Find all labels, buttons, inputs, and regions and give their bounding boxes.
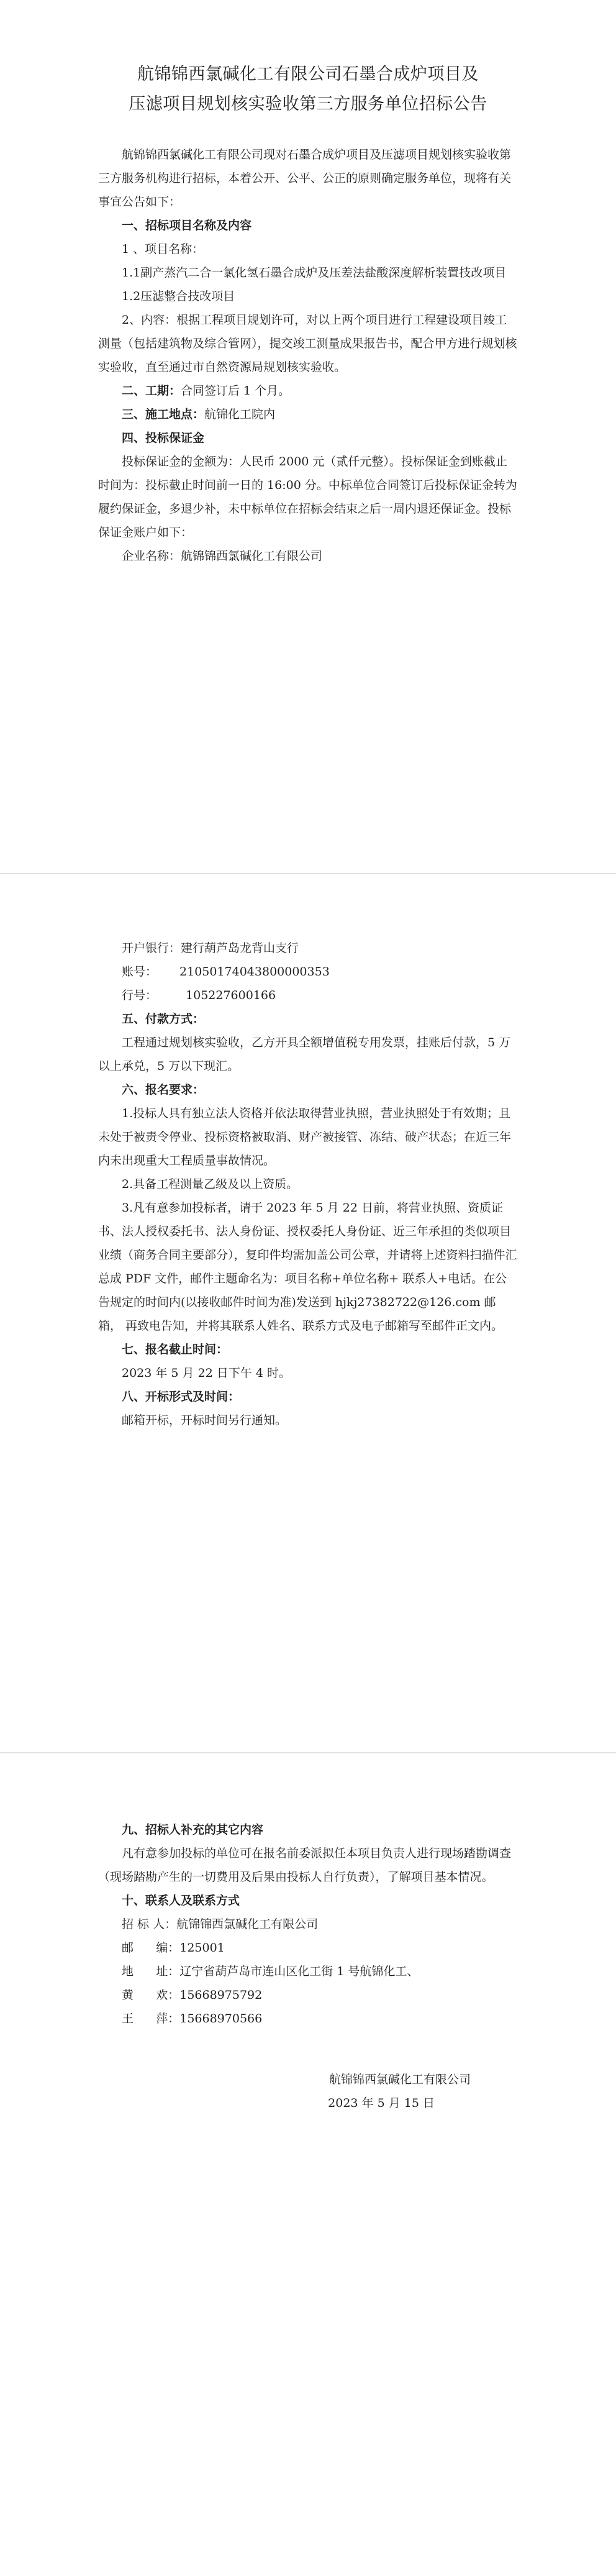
section-6-item-1: 1.投标人具有独立法人资格并依法取得营业执照，营业执照处于有效期；且未处于被责令停业、投标资格被取消、财产被接管、冻结、破产状态；在近三年内未出现重大工程质量事故情况。 <box>98 1107 512 1167</box>
contact-zip-value: 125001 <box>179 1941 225 1955</box>
section-6-item-3: 3.凡有意参加投标者，请于 2023 年 5 月 22 日前，将营业执照、资质证书、法人授权委托书、法人身份证、授权委托人身份证、近三年承担的类似项目业绩（商务合同主要部分），复印件均需加盖公司公章，并请将上述资料扫描件汇总成 PDF 文件，邮件主题命名为：项目名称+单位名称+ 联系人+电话。在公告规定的时间内(以接收邮件时间为准)发送到 hjkj27382722@126.com 邮箱， 再致电告知，并将其联系人姓名、联系方式及电子邮箱写至邮件正文内。 <box>98 1201 517 1333</box>
contact-tenderer-label: 招 标 人： <box>122 1917 177 1931</box>
signature-company: 航锦锦西氯碱化工有限公司 <box>328 2073 471 2086</box>
section-6-heading: 六、报名要求： <box>122 1083 205 1097</box>
section-3 <box>98 403 518 426</box>
contact-address <box>98 1960 518 1983</box>
bank-number-line <box>98 984 518 1007</box>
company-name-value: 航锦锦西氯碱化工有限公司 <box>181 549 323 563</box>
section-7-heading: 七、报名截止时间： <box>122 1343 229 1356</box>
contact-tenderer <box>98 1912 518 1936</box>
signature-date: 2023 年 5 月 15 日 <box>328 2096 435 2110</box>
contact-huang <box>98 1983 518 2007</box>
bank-line <box>98 936 518 960</box>
section-1-item-2: 2、内容：根据工程项目规划许可，对以上两个项目进行工程建设项目竣工测量（包括建筑物及综合管网），提交竣工测量成果报告书，配合甲方进行规划核实验收，直至通过市自然资源局规划核实验收。 <box>98 313 517 374</box>
bank-number-value: 105227600166 <box>186 989 276 1002</box>
page-1-content <box>98 60 518 568</box>
section-1-item-1: 1 、项目名称： <box>122 242 204 256</box>
title-line-1: 航锦锦西氯碱化工有限公司石墨合成炉项目及 <box>137 65 479 84</box>
bank-number-label: 行号： <box>122 989 158 1002</box>
section-8-heading: 八、开标形式及时间： <box>122 1390 240 1404</box>
section-2-value: 合同签订后 1 个月。 <box>181 384 291 398</box>
intro-paragraph: 航锦锦西氯碱化工有限公司现对石墨合成炉项目及压滤项目规划核实验收第三方服务机构进行招标，本着公开、公平、公正的原则确定服务单位，现将有关事宜公告如下： <box>98 148 512 209</box>
contact-tenderer-value: 航锦锦西氯碱化工有限公司 <box>176 1917 319 1931</box>
contact-wang-label: 王 萍： <box>122 2012 180 2026</box>
section-1-item-1-2: 1.2压滤整合技改项目 <box>122 290 235 303</box>
page-2-content <box>98 936 518 1432</box>
section-5-heading: 五、付款方式： <box>122 1012 205 1026</box>
section-6-item-2: 2.具备工程测量乙级及以上资质。 <box>122 1177 299 1191</box>
page-3-content <box>98 1818 518 2115</box>
section-10-heading: 十、联系人及联系方式 <box>122 1894 240 1907</box>
section-1-item-1-1: 1.1副产蒸汽二合一氯化氢石墨合成炉及压差法盐酸深度解析装置技改项目 <box>122 266 507 280</box>
section-4-heading: 四、投标保证金 <box>122 431 205 445</box>
section-3-value: 航锦化工院内 <box>204 408 276 421</box>
company-name-label: 企业名称： <box>122 549 181 563</box>
page-1 <box>0 0 616 873</box>
contact-huang-value: 15668975792 <box>179 1988 263 2002</box>
page-3 <box>0 1753 616 2576</box>
bank-label: 开户银行： <box>122 941 181 955</box>
section-8-text: 邮箱开标，开标时间另行通知。 <box>122 1414 288 1427</box>
bank-value: 建行葫芦岛龙背山支行 <box>181 941 299 955</box>
account-number-value: 21050174043800000353 <box>179 965 330 979</box>
section-4-text: 投标保证金的金额为：人民币 2000 元（贰仟元整）。投标保证金到账截止时间为：投标截止时间前一日的 16:00 分。中标单位合同签订后投标保证金转为履约保证金，多退少补，未中标单位在招标会结束之后一周内退还保证金。投标保证金账户如下： <box>98 455 517 539</box>
contact-address-value: 辽宁省葫芦岛市连山区化工街 1 号航锦化工、 <box>179 1965 419 1978</box>
account-number-label: 账号： <box>122 965 158 979</box>
contact-wang <box>98 2007 518 2030</box>
company-name-line <box>98 544 518 568</box>
section-7-text: 2023 年 5 月 22 日下午 4 时。 <box>122 1366 291 1380</box>
section-1-heading: 一、招标项目名称及内容 <box>122 219 252 232</box>
section-9-heading: 九、招标人补充的其它内容 <box>122 1823 264 1837</box>
section-9-text: 凡有意参加投标的单位可在报名前委派拟任本项目负责人进行现场踏勘调查（现场踏勘产生的一切费用及后果由投标人自行负责），了解项目基本情况。 <box>98 1847 512 1884</box>
contact-zip <box>98 1936 518 1960</box>
page-2 <box>0 874 616 1752</box>
section-2 <box>98 379 518 403</box>
contact-address-label: 地 址： <box>122 1965 180 1978</box>
contact-huang-label: 黄 欢： <box>122 1988 180 2002</box>
contact-wang-value: 15668970566 <box>179 2012 263 2026</box>
section-5-text: 工程通过规划核实验收，乙方开具全额增值税专用发票，挂账后付款，5 万以上承兑，5 万以下现汇。 <box>98 1036 511 1073</box>
contact-zip-label: 邮 编： <box>122 1941 180 1955</box>
section-2-label: 二、工期： <box>122 384 181 398</box>
account-number-line <box>98 960 518 984</box>
title-line-2: 压滤项目规划核实验收第三方服务单位招标公告 <box>129 94 487 114</box>
section-3-label: 三、施工地点： <box>122 408 205 421</box>
